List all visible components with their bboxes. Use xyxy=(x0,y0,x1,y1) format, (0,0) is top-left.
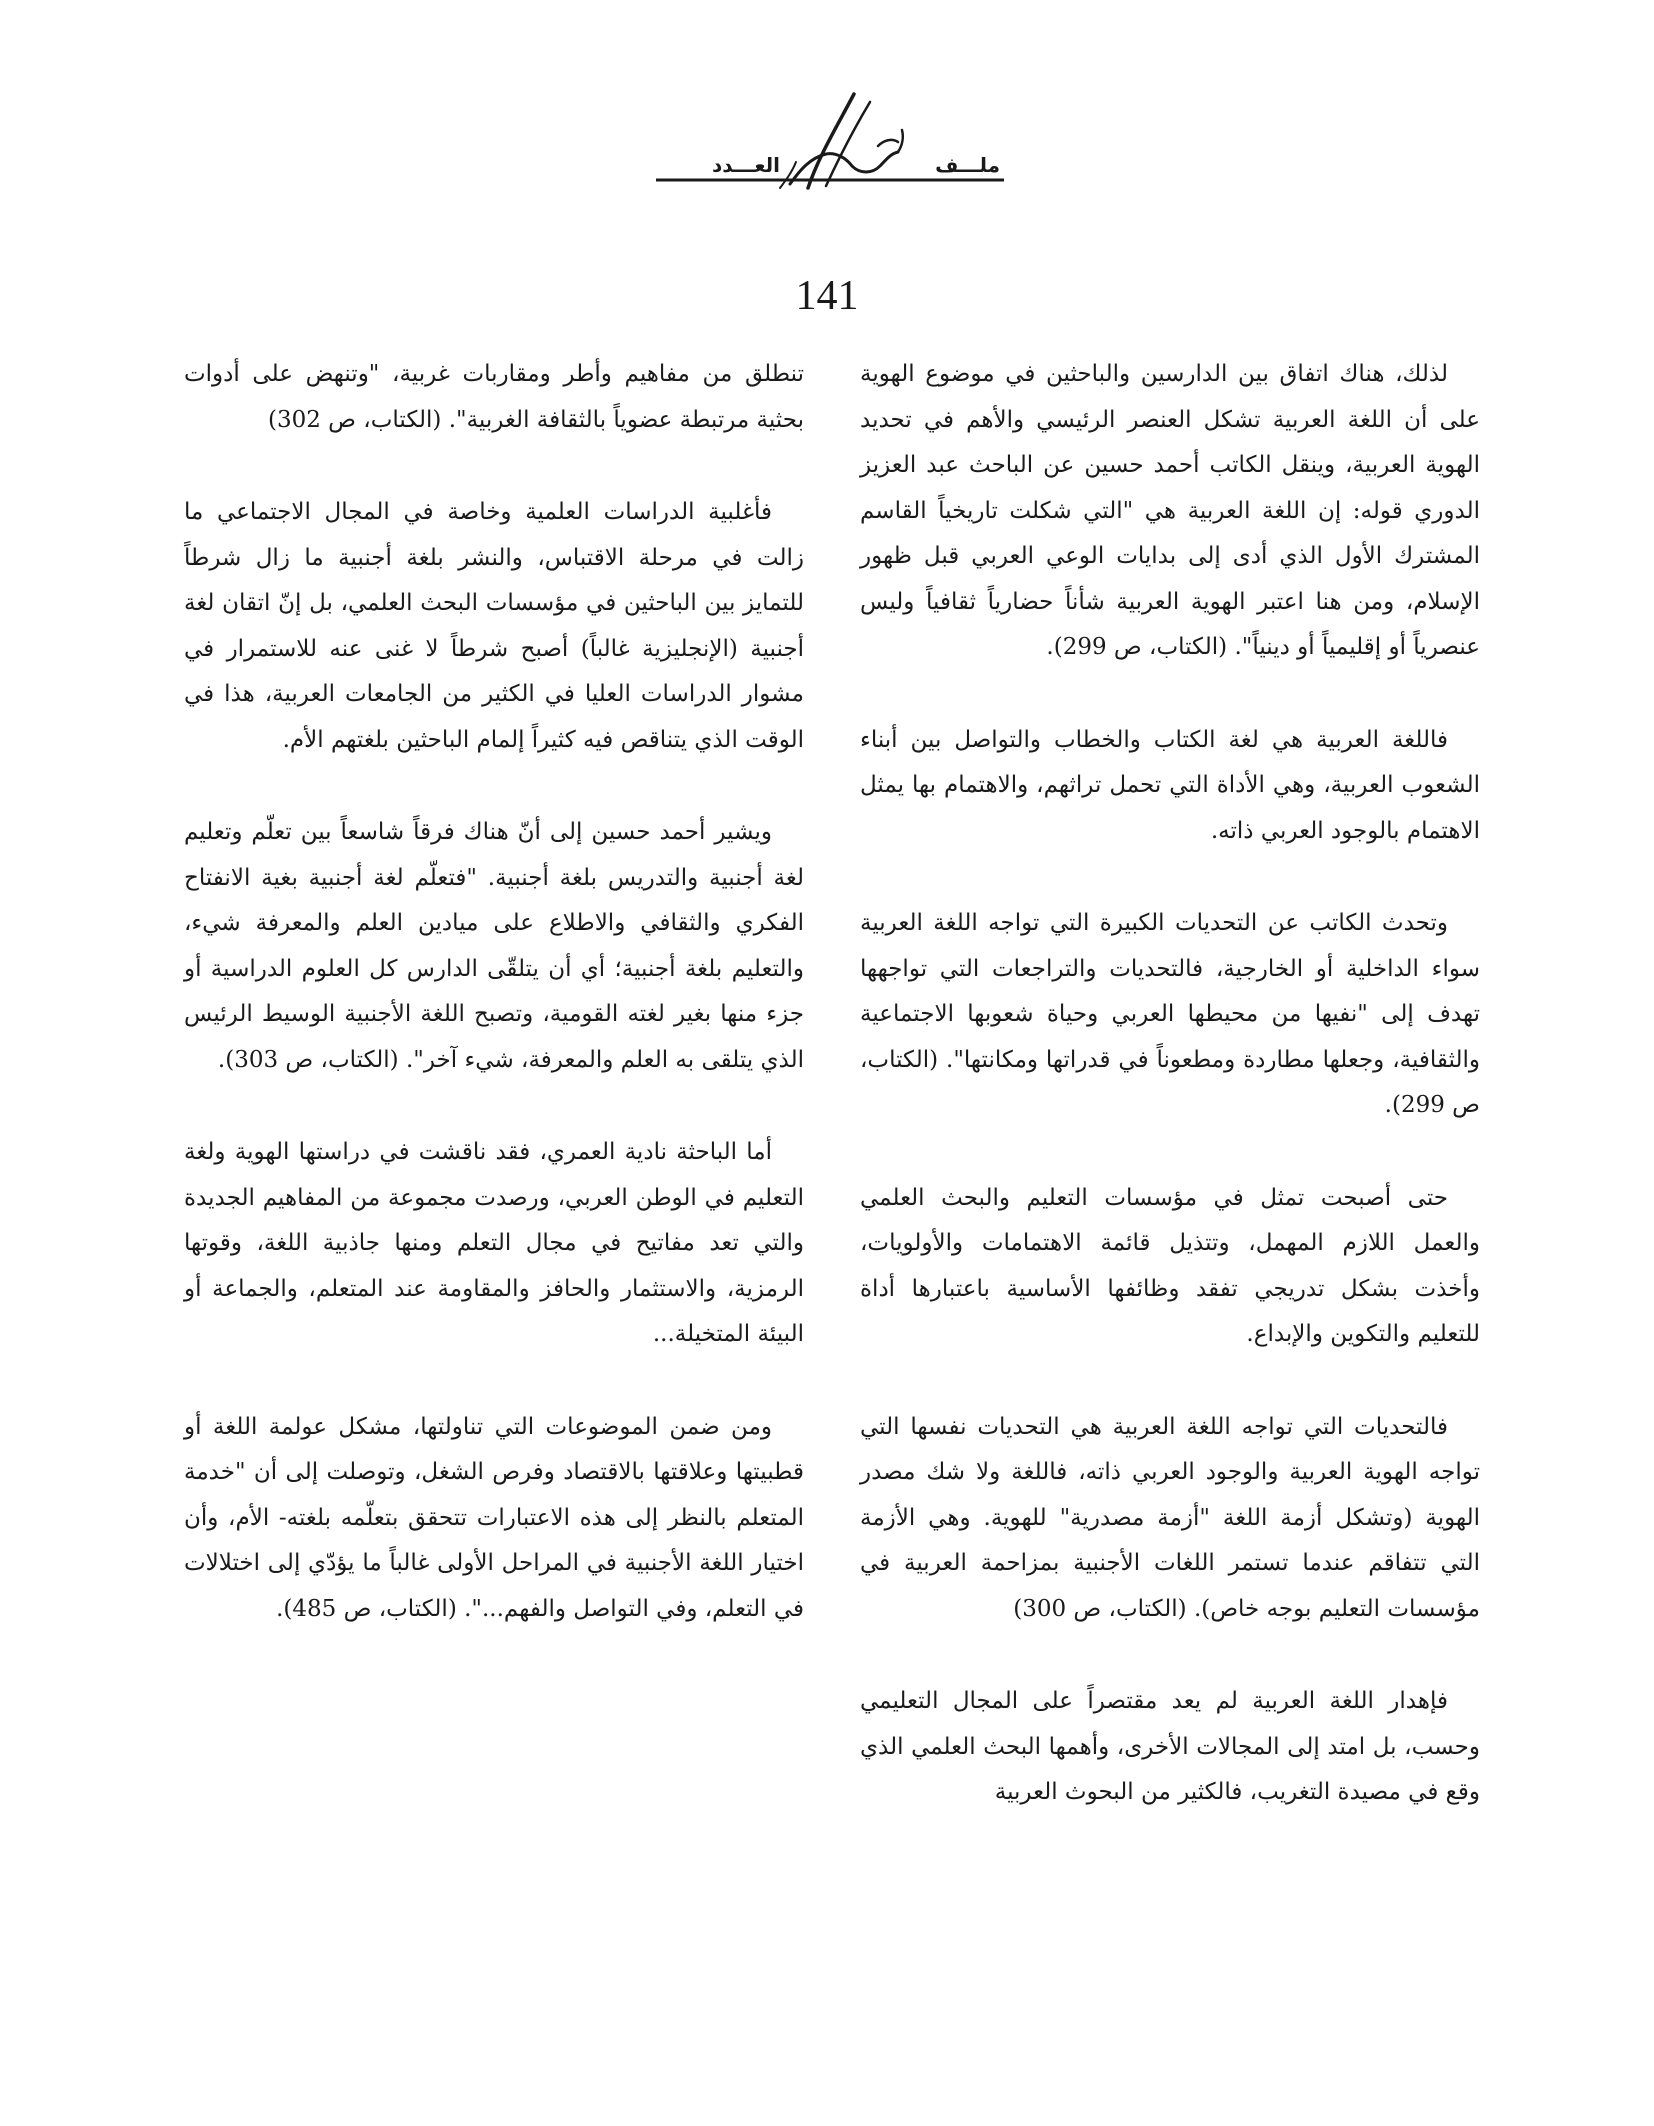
section-label: ملـــف xyxy=(935,153,1000,177)
paragraph: تنطلق من مفاهيم وأطر ومقاربات غربية، "وتنهض على أدوات بحثية مرتبطة عضوياً بالثقافة الغربية". (الكتاب، ص 302) xyxy=(184,361,804,433)
issue-label: العـــدد xyxy=(712,153,780,177)
paragraph: فإهدار اللغة العربية لم يعد مقتصراً على المجال التعليمي وحسب، بل امتد إلى المجالات الأخرى، وأهمها البحث العلمي الذي وقع في مصيدة التغريب، فالكثير من البحوث العربية xyxy=(860,1688,1480,1805)
paragraph: فاللغة العربية هي لغة الكتاب والخطاب والتواصل بين أبناء الشعوب العربية، وهي الأداة التي تحمل تراثهم، والاهتمام بها يمثل الاهتمام بالوجود العربي ذاته. xyxy=(860,726,1480,844)
page-number: 141 xyxy=(795,273,859,319)
paragraph: ويشير أحمد حسين إلى أنّ هناك فرقاً شاسعاً بين تعلّم وتعليم لغة أجنبية والتدريس بلغة أجنبية. "فتعلّم لغة أجنبية بغية الانفتاح الفكري والثقافي والاطلاع على ميادين العلم والمعرفة شيء، والتعليم بلغة أجنبية؛ أي أن يتلقّى الدارس كل العلوم الدراسية أو جزء منها بغير لغته القومية، وتصبح اللغة الأجنبية الوسيط الرئيس الذي يتلقى به العلم والمعرفة، شيء آخر". (الكتاب، ص 303). xyxy=(184,819,804,1073)
paragraph: لذلك، هناك اتفاق بين الدارسين والباحثين في موضوع الهوية على أن اللغة العربية تشكل العنصر الرئيسي والأهم في تحديد الهوية العربية، وينقل الكاتب أحمد حسين عن الباحث عبد العزيز الدوري قوله: إن اللغة العربية هي "التي شكلت تاريخياً القاسم المشترك الأول الذي أدى إلى بدايات الوعي العربي قبل ظهور الإسلام، ومن هنا اعتبر الهوية العربية شأناً حضارياً ثقافياً وليس عنصرياً أو إقليمياً أو دينياً". (الكتاب، ص 299). xyxy=(860,361,1480,660)
page-header xyxy=(0,88,1654,319)
magazine-logo xyxy=(640,88,1020,206)
paragraph: فأغلبية الدراسات العلمية وخاصة في المجال الاجتماعي ما زالت في مرحلة الاقتباس، والنشر بلغة أجنبية ما زال شرطاً للتمايز بين الباحثين في مؤسسات البحث العلمي، بل إنّ اتقان لغة أجنبية (الإنجليزية غالباً) أصبح شرطاً لا غنى عنه للاستمرار في مشوار الدراسات العليا في الكثير من الجامعات العربية، هذا في الوقت الذي يتناقص فيه كثيراً إلمام الباحثين بلغتهم الأم. xyxy=(184,499,804,753)
right-column xyxy=(860,352,1480,1863)
paragraph: فالتحديات التي تواجه اللغة العربية هي التحديات نفسها التي تواجه الهوية العربية والوجود العربي ذاته، فاللغة ولا شك مصدر الهوية (وتشكل أزمة اللغة "أزمة مصدرية" للهوية. وهي الأزمة التي تتفاقم عندما تستمر اللغات الأجنبية بمزاحمة العربية في مؤسسات التعليم بوجه خاص). (الكتاب، ص 300) xyxy=(860,1413,1480,1622)
paragraph: أما الباحثة نادية العمري، فقد ناقشت في دراستها الهوية ولغة التعليم في الوطن العربي، ورصدت مجموعة من المفاهيم الجديدة والتي تعد مفاتيح في مجال التعلم ومنها جاذبية اللغة، وقوتها الرمزية، والاستثمار والحافز والمقاومة عند المتعلم، والجماعة أو البيئة المتخيلة... xyxy=(184,1139,804,1347)
left-column xyxy=(184,352,804,1679)
paragraph: حتى أصبحت تمثل في مؤسسات التعليم والبحث العلمي والعمل اللازم المهمل، وتتذيل قائمة الاهتمامات والأولويات، وأخذت بشكل تدريجي تفقد وظائفها الأساسية باعتبارها أداة للتعليم والتكوين والإبداع. xyxy=(860,1184,1480,1347)
paragraph: وتحدث الكاتب عن التحديات الكبيرة التي تواجه اللغة العربية سواء الداخلية أو الخارجية، فالتحديات والتراجعات التي تواجهها تهدف إلى "نفيها من محيطها العربي وحياة شعوبها الاجتماعية والثقافية، وجعلها مطاردة ومطعوناً في قدراتها ومكانتها". (الكتاب، ص 299). xyxy=(860,910,1480,1118)
paragraph: ومن ضمن الموضوعات التي تناولتها، مشكل عولمة اللغة أو قطبيتها وعلاقتها بالاقتصاد وفرص الشغل، وتوصلت إلى أن "خدمة المتعلم بالنظر إلى هذه الاعتبارات تتحقق بتعلّمه بلغته- الأم، وأن اختيار اللغة الأجنبية في المراحل الأولى غالباً ما يؤدّي إلى اختلالات في التعلم، وفي التواصل والفهم...". (الكتاب، ص 485). xyxy=(184,1413,804,1622)
